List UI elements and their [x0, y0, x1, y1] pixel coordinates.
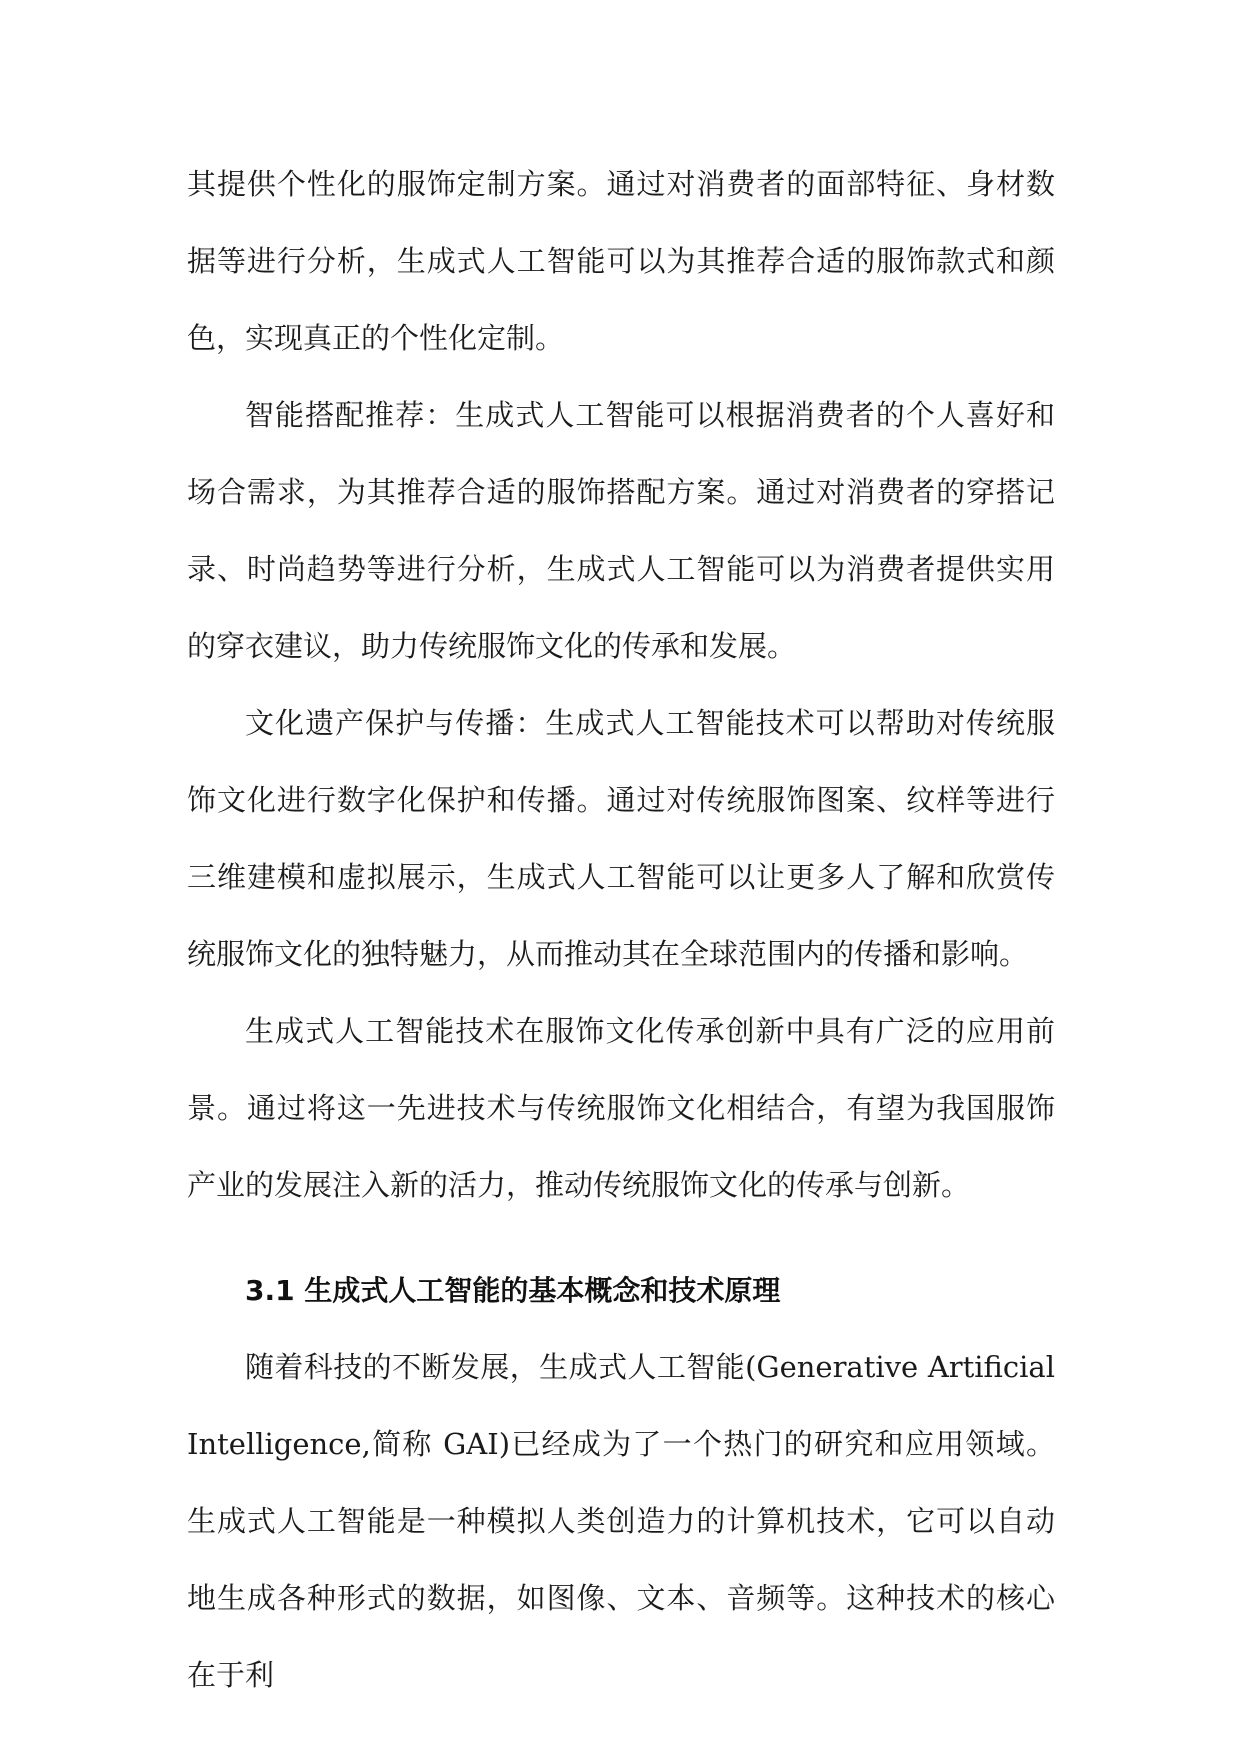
document-body [187, 146, 1055, 1714]
paragraph-application-prospects: 生成式人工智能技术在服饰文化传承创新中具有广泛的应用前景。通过将这一先进技术与传统服饰文化相结合，有望为我国服饰产业的发展注入新的活力，推动传统服饰文化的传承与创新。 [187, 1014, 1055, 1202]
paragraph-heritage-protection: 文化遗产保护与传播：生成式人工智能技术可以帮助对传统服饰文化进行数字化保护和传播。通过对传统服饰图案、纹样等进行三维建模和虚拟展示，生成式人工智能可以让更多人了解和欣赏传统服饰文化的独特魅力，从而推动其在全球范围内的传播和影响。 [187, 706, 1055, 971]
paragraph-continuation: 其提供个性化的服饰定制方案。通过对消费者的面部特征、身材数据等进行分析，生成式人工智能可以为其推荐合适的服饰款式和颜色，实现真正的个性化定制。 [187, 167, 1055, 355]
paragraph-smart-matching: 智能搭配推荐：生成式人工智能可以根据消费者的个人喜好和场合需求，为其推荐合适的服饰搭配方案。通过对消费者的穿搭记录、时尚趋势等进行分析，生成式人工智能可以为消费者提供实用的穿衣建议，助力传统服饰文化的传承和发展。 [187, 398, 1055, 663]
paragraph-gai-intro: 随着科技的不断发展，生成式人工智能(Generative Artificial Intelligence,简称 GAI)已经成为了一个热门的研究和应用领域。生成式人工智能是一种模拟人类创造力的计算机技术，它可以自动地生成各种形式的数据，如图像、文本、音频等。这种技术的核心在于利 [187, 1350, 1055, 1692]
section-heading: 3.1 生成式人工智能的基本概念和技术原理 [245, 1274, 781, 1307]
